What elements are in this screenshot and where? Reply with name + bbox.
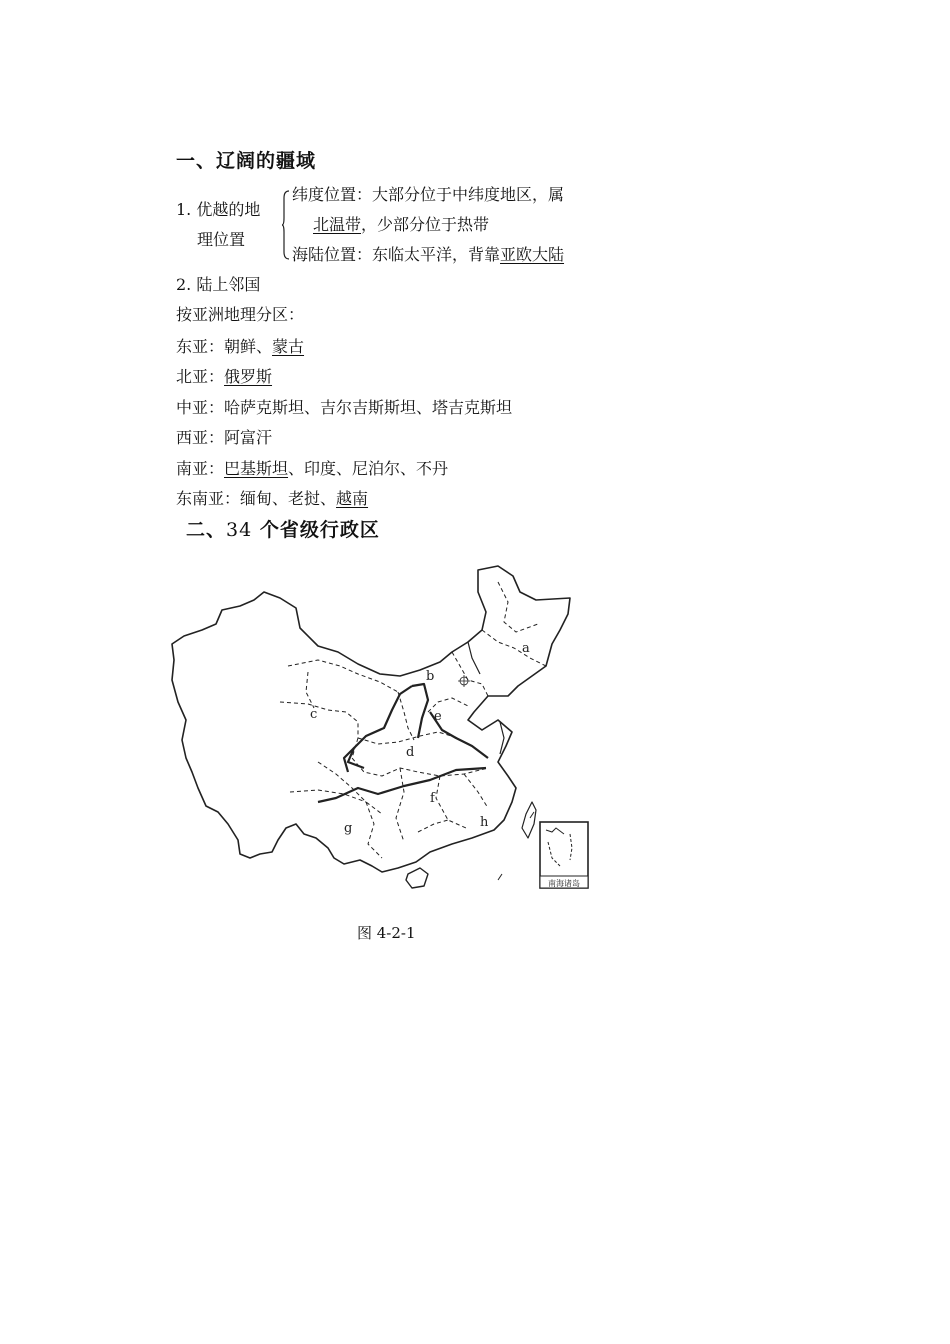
- item2-heading: 2. 陆上邻国: [176, 275, 261, 294]
- south-china-sea-inset: [540, 822, 588, 888]
- map-label-d: d: [406, 745, 415, 760]
- south-asia-suffix: 、印度、尼泊尔、不丹: [288, 459, 449, 478]
- answer-north-temperate: 北温带: [313, 215, 362, 234]
- map-label-a: a: [522, 641, 530, 656]
- north-asia-text: 北亚：: [176, 367, 225, 386]
- map-outline: [172, 566, 570, 872]
- latitude-position-text: 纬度位置：大部分位于中纬度地区，属: [292, 185, 565, 204]
- map-label-f: f: [430, 791, 435, 806]
- south-asia-text: 南亚：: [176, 459, 225, 478]
- brace-icon: [282, 190, 290, 260]
- latitude-position-line2: [313, 212, 489, 235]
- southeast-asia-line: [176, 486, 368, 509]
- answer-russia: 俄罗斯: [224, 367, 273, 386]
- item1-label-line2: 理位置: [197, 230, 246, 249]
- answer-pakistan: 巴基斯坦: [224, 459, 289, 478]
- east-asia-text: 东亚：朝鲜、: [176, 337, 273, 356]
- map-label-b: b: [426, 669, 435, 684]
- east-asia-line: [176, 334, 304, 357]
- item1-label-line1: 1. 优越的地: [176, 200, 261, 219]
- figure-caption: 图 4-2-1: [357, 924, 416, 942]
- section-heading-provinces: [186, 515, 380, 542]
- southeast-asia-text: 东南亚：缅甸、老挝、: [176, 489, 337, 508]
- central-asia-line: 中亚：哈萨克斯坦、吉尔吉斯斯坦、塔吉克斯坦: [176, 398, 513, 417]
- west-asia-line: 西亚：阿富汗: [176, 428, 273, 447]
- inset-label: 南海诸岛: [548, 879, 580, 888]
- china-province-map: [168, 562, 592, 892]
- section-heading-territory: 一、辽阔的疆域: [176, 150, 317, 172]
- answer-eurasia: 亚欧大陆: [500, 245, 565, 264]
- answer-vietnam: 越南: [336, 489, 369, 508]
- latitude-suffix-text: ，少部分位于热带: [361, 215, 490, 234]
- map-label-e: e: [434, 709, 442, 724]
- sea-land-text: 海陆位置：东临太平洋，背靠: [292, 245, 501, 264]
- section2-suffix: 个省级行政区: [252, 519, 380, 541]
- capital-star-icon: [458, 675, 470, 687]
- south-asia-line: [176, 456, 448, 479]
- map-label-c: c: [310, 707, 318, 722]
- answer-mongolia: 蒙古: [272, 337, 305, 356]
- map-label-g: g: [344, 821, 353, 836]
- sea-land-position-line: [292, 242, 564, 265]
- map-label-h: h: [480, 815, 489, 830]
- hainan-island: [406, 868, 428, 888]
- by-region-label: 按亚洲地理分区：: [176, 305, 305, 324]
- section2-number: 34: [226, 519, 253, 541]
- section2-prefix: 二、: [186, 519, 227, 541]
- latitude-position-line: [292, 182, 564, 205]
- north-asia-line: [176, 364, 272, 387]
